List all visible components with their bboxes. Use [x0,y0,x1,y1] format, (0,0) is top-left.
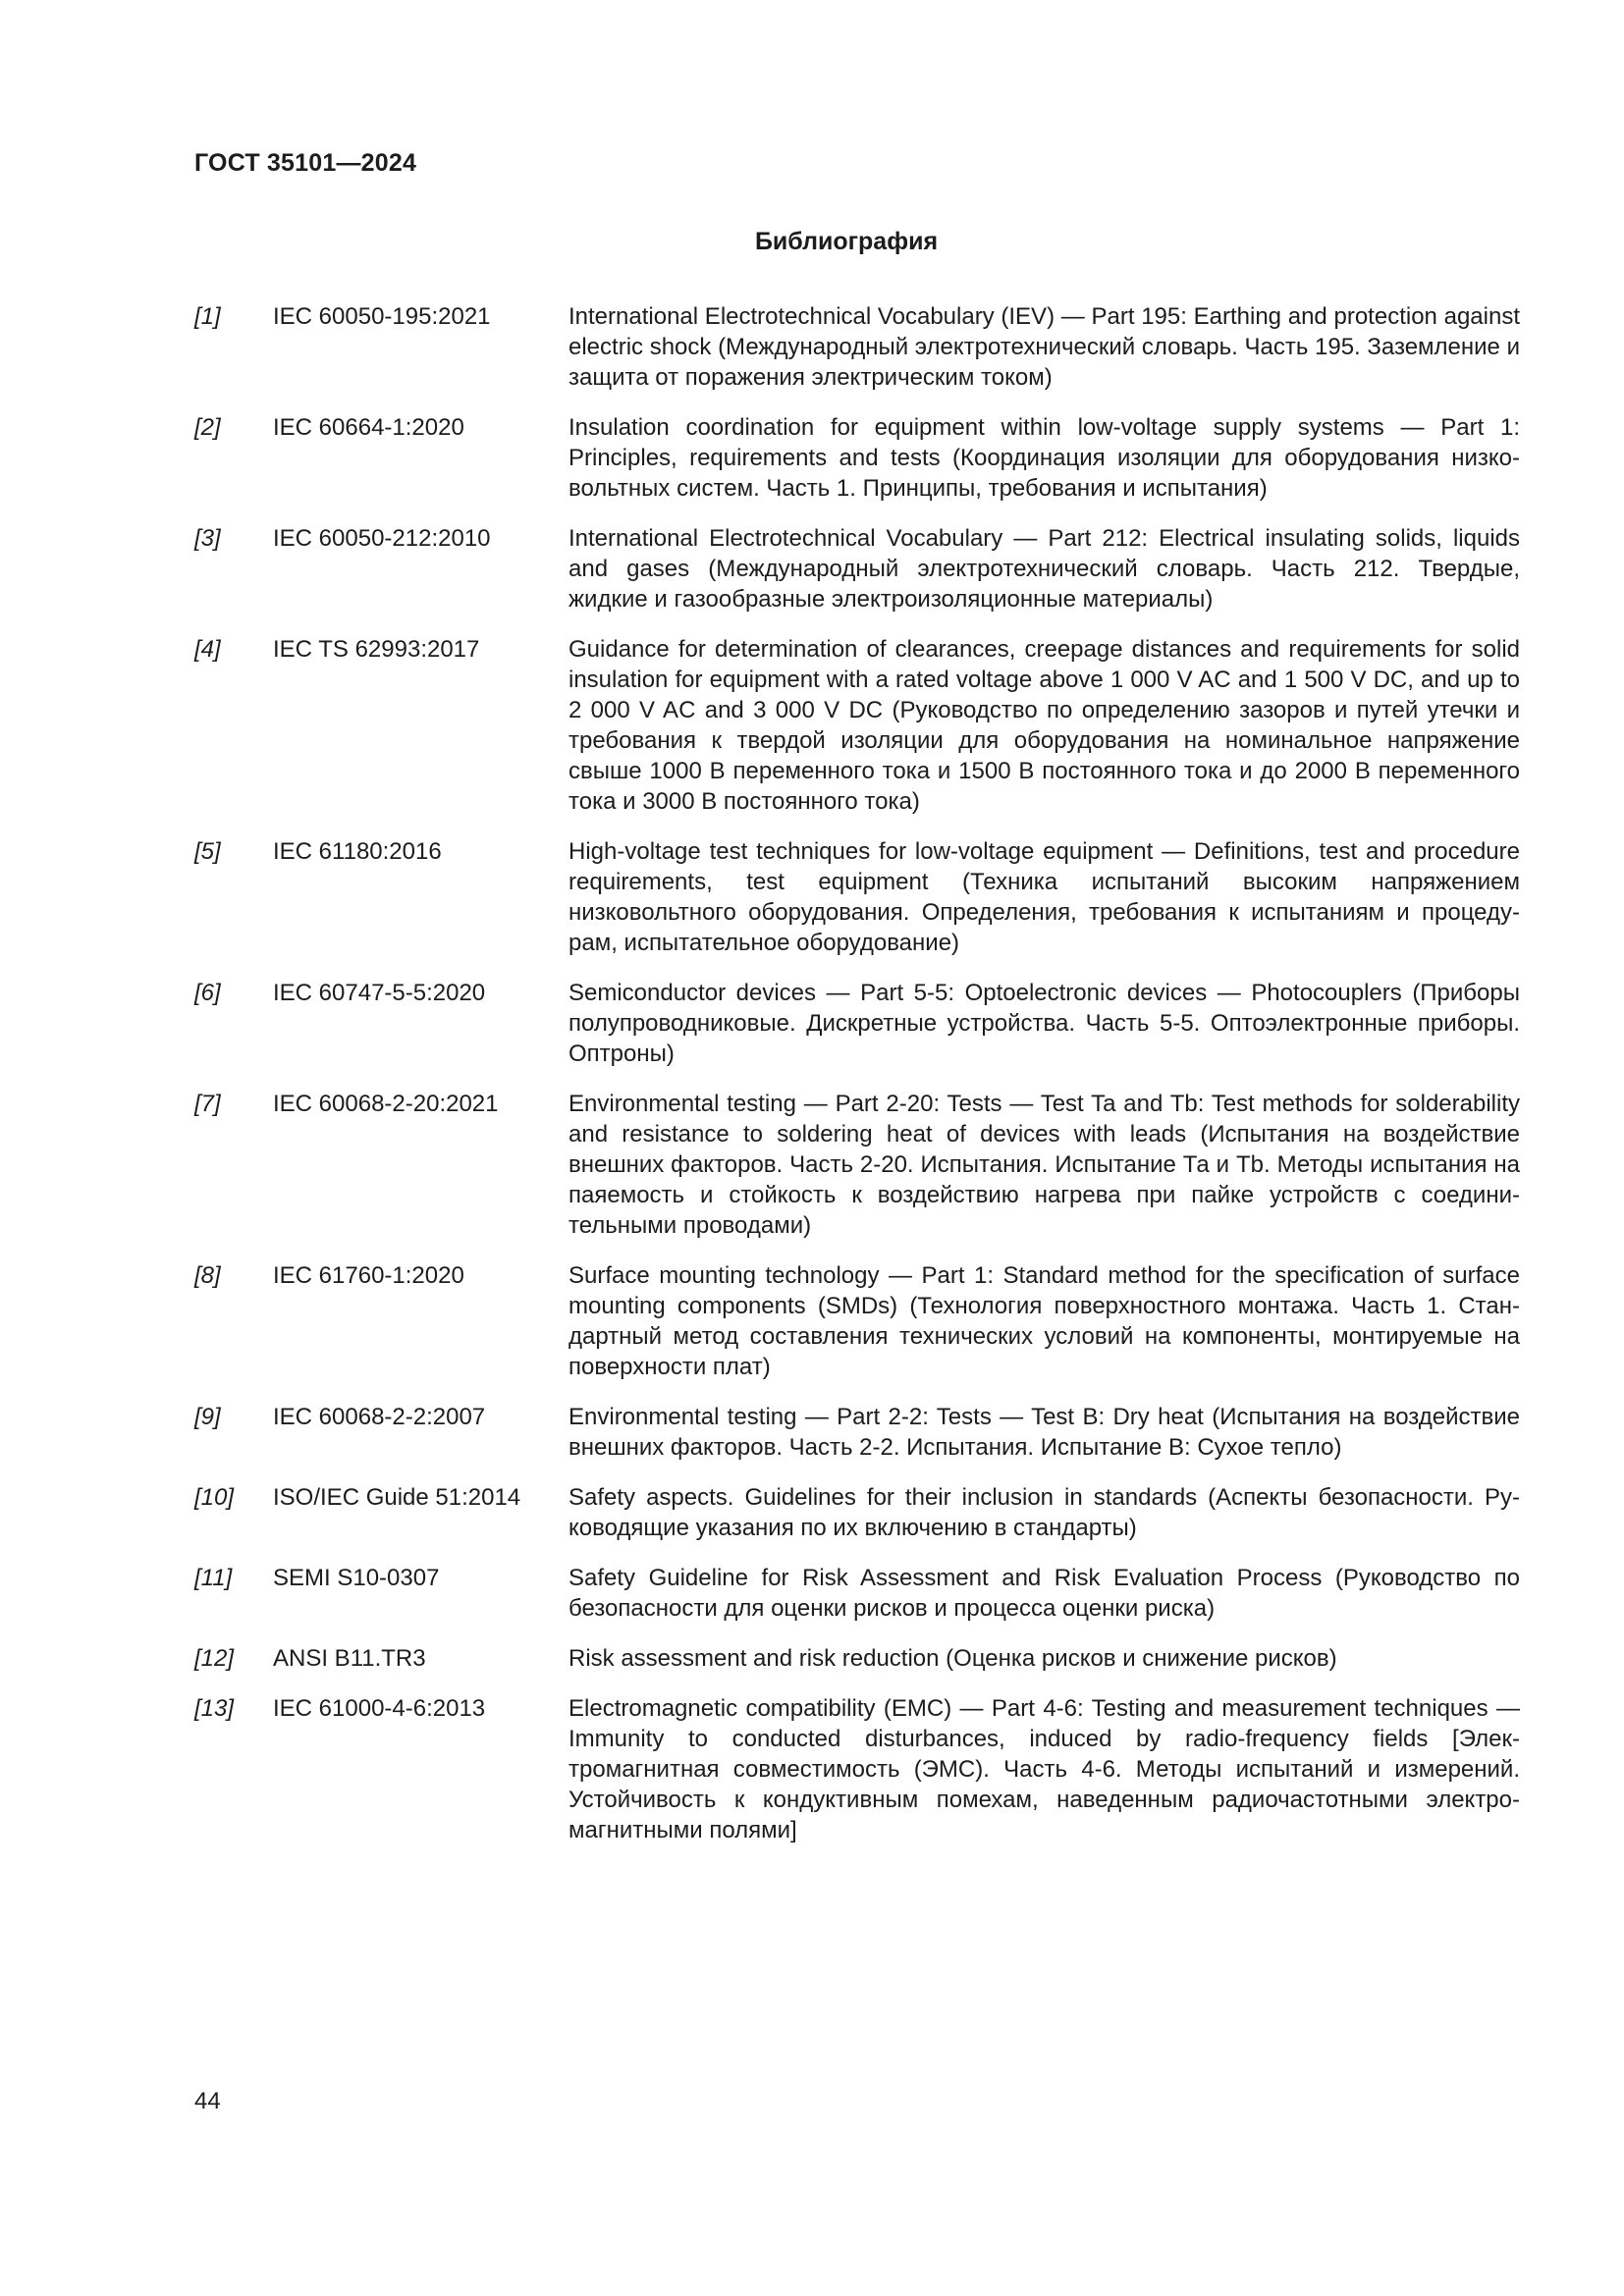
entry-code: IEC TS 62993:2017 [273,636,480,663]
entry-code: ISO/IEC Guide 51:2014 [273,1484,521,1511]
entry-description: International Electrotechnical Vocabulary — Part 212: Electrical insulating solids, liquids and gases (Международный электротехнический словарь. Часть 212. Твердые, жидкие и газообразные электроизоляционные материалы) [568,525,1520,613]
entry-description: Environmental testing — Part 2-20: Tests — Test Ta and Tb: Test methods for solderability and resistance to soldering heat of devices with leads (Испытания на воздействие внешних факторов. Часть 2-20. Испытания. Испытание Та и Tb. Методы испытания на паяемость и стойкость к воздействию нагрева при пайке устройств с соединительными проводами) [568,1091,1520,1239]
entry-number: [8] [194,1262,221,1289]
entry-number: [11] [194,1565,233,1591]
bibliography-entry [194,1402,1530,1463]
bibliography-entry [194,978,1530,1069]
bibliography-entry [194,1482,1530,1543]
entry-code: IEC 61760-1:2020 [273,1262,464,1289]
entry-code: IEC 61000-4-6:2013 [273,1695,486,1722]
bibliography-entry [194,1089,1530,1241]
entry-description: Risk assessment and risk reduction (Оценка рисков и снижение рисков) [568,1645,1337,1672]
entry-number: [10] [194,1484,235,1511]
entry-description: Semiconductor devices — Part 5-5: Optoelectronic devices — Photocouplers (Приборы полупроводниковые. Дискретные устройства. Часть 5-5. Оптоэлектронные приборы. Оптроны) [568,980,1520,1067]
entry-description: Electromagnetic compatibility (EMC) — Part 4-6: Testing and measurement techniques — Immunity to conducted disturbances, induced by radio-frequency fields [Электромагнитная совместимость (ЭМС). Часть 4-6. Методы испытаний и измерений. Устойчивость к кондуктивным помехам, наведенным радиочастотными электромагнитными полями] [568,1695,1520,1843]
entry-number: [13] [194,1695,235,1722]
bibliography-entry [194,1260,1530,1382]
bibliography-entry [194,301,1530,393]
entry-description: Environmental testing — Part 2-2: Tests — Test B: Dry heat (Испытания на воздействие внешних факторов. Часть 2-2. Испытания. Испытание В: Сухое тепло) [568,1404,1520,1461]
entry-number: [4] [194,636,221,663]
entry-number: [9] [194,1404,221,1430]
entry-number: [1] [194,303,221,330]
entry-description: Surface mounting technology — Part 1: Standard method for the specification of surface mounting components (SMDs) (Технология поверхностного монтажа. Часть 1. Стандартный метод составления технических условий на компоненты, монтируемые на поверхности плат) [568,1262,1520,1380]
bibliography-entry [194,412,1530,504]
page-number: 44 [194,2088,221,2114]
document-header: ГОСТ 35101—2024 [194,149,417,177]
entry-number: [7] [194,1091,221,1117]
entry-description: Safety aspects. Guidelines for their inclusion in standards (Аспекты безопасности. Руководящие указания по их включению в стандарты) [568,1484,1520,1541]
entry-number: [2] [194,414,221,441]
entry-description: High-voltage test techniques for low-voltage equipment — Definitions, test and procedure requirements, test equipment (Техника испытаний высоким напряжением низковольтного оборудования. Определения, требования к испытаниям и процедурам, испытательное оборудование) [568,838,1520,956]
entry-code: SEMI S10-0307 [273,1565,440,1591]
bibliography-entry [194,1563,1530,1624]
entry-code: IEC 60664-1:2020 [273,414,464,441]
entry-number: [3] [194,525,221,552]
entry-code: IEC 60068-2-2:2007 [273,1404,486,1430]
bibliography-entry [194,836,1530,958]
section-title: Библиография [754,228,939,255]
entry-description: Safety Guideline for Risk Assessment and Risk Evaluation Process (Руководство по безопасности для оценки рисков и процесса оценки риска) [568,1565,1520,1622]
bibliography-list [194,301,1530,1865]
entry-description: International Electrotechnical Vocabulary (IEV) — Part 195: Earthing and protection against electric shock (Международный электротехнический словарь. Часть 195. Заземление и защита от поражения электрическим током) [568,303,1520,391]
entry-code: IEC 60050-195:2021 [273,303,491,330]
entry-number: [5] [194,838,221,865]
entry-description: Insulation coordination for equipment within low-voltage supply systems — Part 1: Principles, requirements and tests (Координация изоляции для оборудования низковольтных систем. Часть 1. Принципы, требования и испытания) [568,414,1520,502]
entry-number: [6] [194,980,221,1006]
bibliography-entry [194,1693,1530,1845]
entry-code: IEC 60747-5-5:2020 [273,980,486,1006]
bibliography-entry [194,523,1530,614]
entry-code: IEC 61180:2016 [273,838,442,865]
bibliography-entry [194,1643,1530,1674]
entry-code: IEC 60050-212:2010 [273,525,491,552]
bibliography-entry [194,634,1530,817]
entry-description: Guidance for determination of clearances, creepage distances and requirements for solid insulation for equipment with a rated voltage above 1 000 V AC and 1 500 V DC, and up to 2 000 V AC and 3 000 V DC (Руководство по определению зазоров и путей утечки и требования к твердой изоляции для оборудования на номинальное напряжение свыше 1000 В переменного тока и 1500 В постоянного тока и до 2000 В переменного тока и 3000 В постоянного тока) [568,636,1520,815]
entry-code: ANSI B11.TR3 [273,1645,426,1672]
entry-code: IEC 60068-2-20:2021 [273,1091,499,1117]
entry-number: [12] [194,1645,235,1672]
